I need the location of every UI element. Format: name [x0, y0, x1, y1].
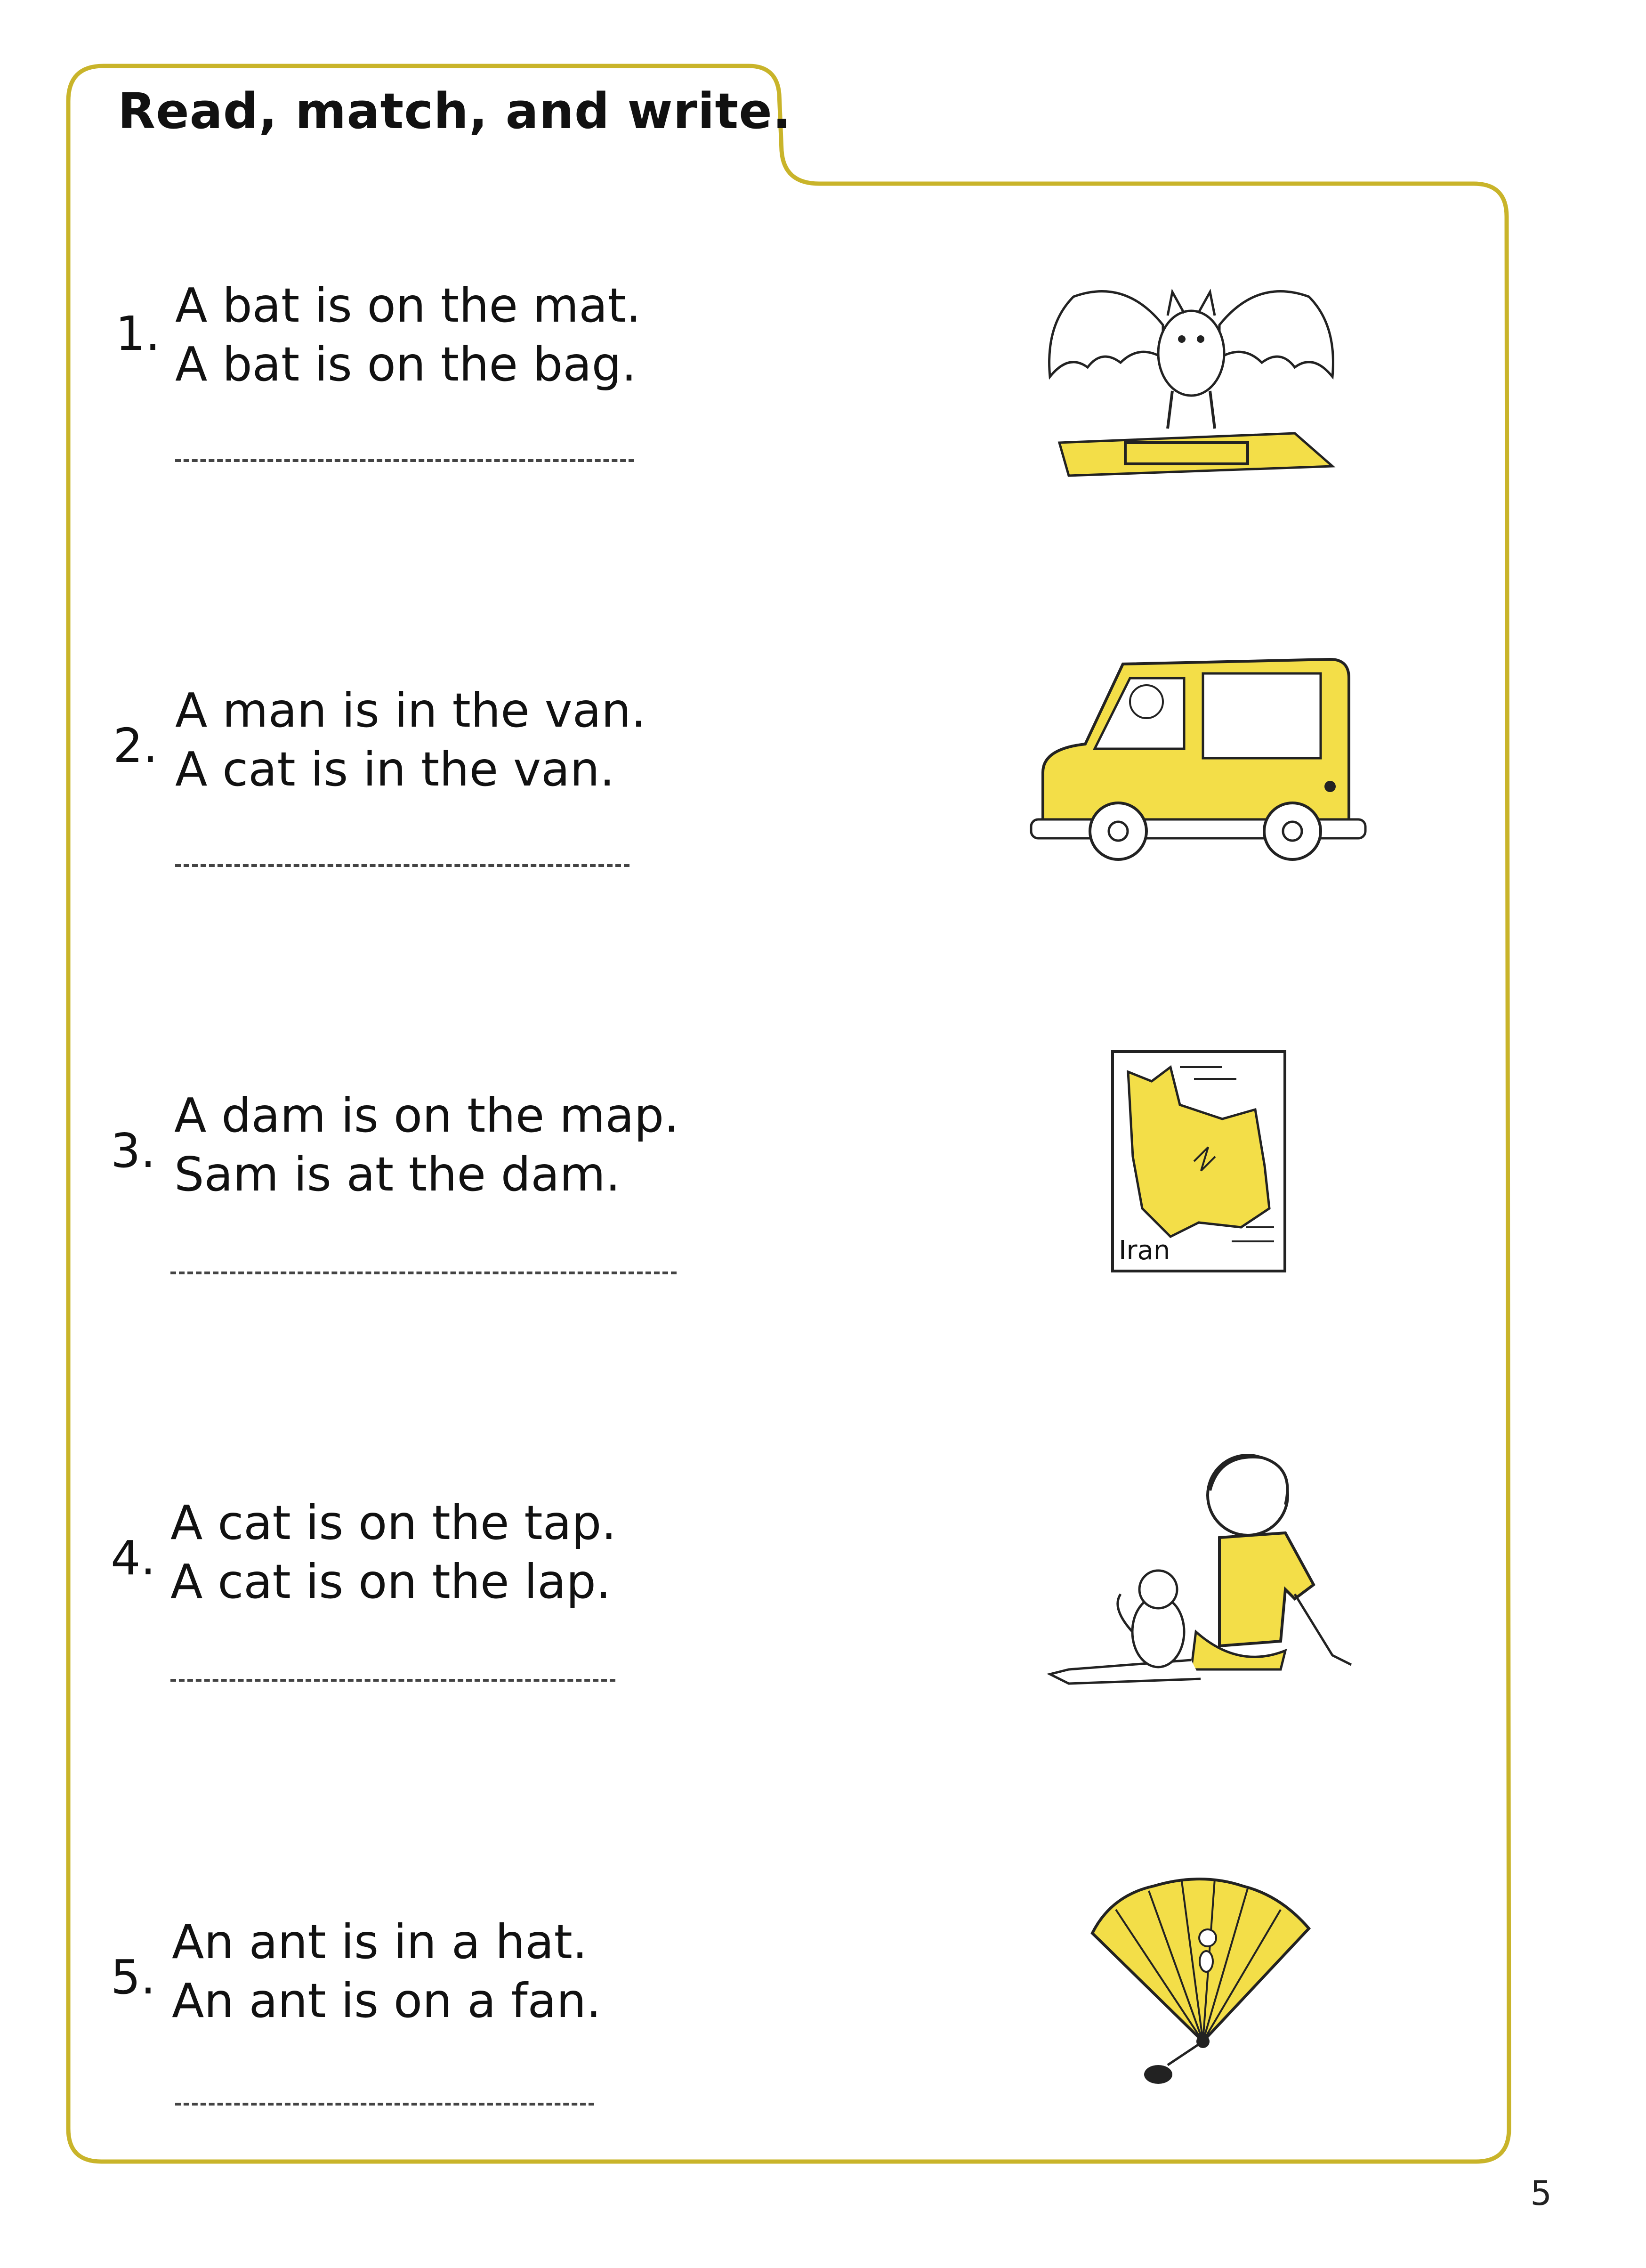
sentence-option-a: A man is in the van.: [175, 683, 646, 738]
exercise-number: 1.: [115, 306, 161, 361]
answer-line[interactable]: [170, 1679, 615, 1682]
sentence-option-a: A bat is on the mat.: [175, 278, 641, 333]
sentence-option-a: A dam is on the map.: [174, 1088, 679, 1143]
exercise-number: 4.: [111, 1531, 156, 1586]
sentence-option-b: Sam is at the dam.: [174, 1147, 621, 1202]
instruction-heading: Read, match, and write.: [118, 82, 792, 140]
sentence-option-b: A cat is in the van.: [175, 742, 615, 797]
answer-line[interactable]: [175, 2103, 594, 2106]
answer-line[interactable]: [170, 1272, 677, 1274]
exercise-number: 2.: [113, 718, 158, 773]
ant-on-fan-icon: [1083, 1867, 1318, 2112]
sentence-option-b: An ant is on a fan.: [172, 1973, 601, 2028]
sentence-option-b: A cat is on the lap.: [170, 1554, 611, 1609]
sentence-option-a: An ant is in a hat.: [172, 1914, 588, 1969]
sentence-option-a: A cat is on the tap.: [170, 1495, 617, 1550]
map-label: Iran: [1119, 1235, 1170, 1266]
exercise-number: 3.: [111, 1123, 156, 1178]
cat-on-lap-icon: [1041, 1453, 1361, 1698]
sentence-option-b: A bat is on the bag.: [175, 337, 637, 392]
page-number: 5: [1530, 2173, 1552, 2213]
exercise-number: 5.: [111, 1950, 156, 2005]
answer-line[interactable]: [175, 459, 634, 462]
bat-on-mat-icon: [1031, 268, 1351, 480]
man-in-van-icon: [1029, 650, 1368, 867]
answer-line[interactable]: [175, 864, 629, 867]
iran-map-icon: [1111, 1050, 1286, 1272]
